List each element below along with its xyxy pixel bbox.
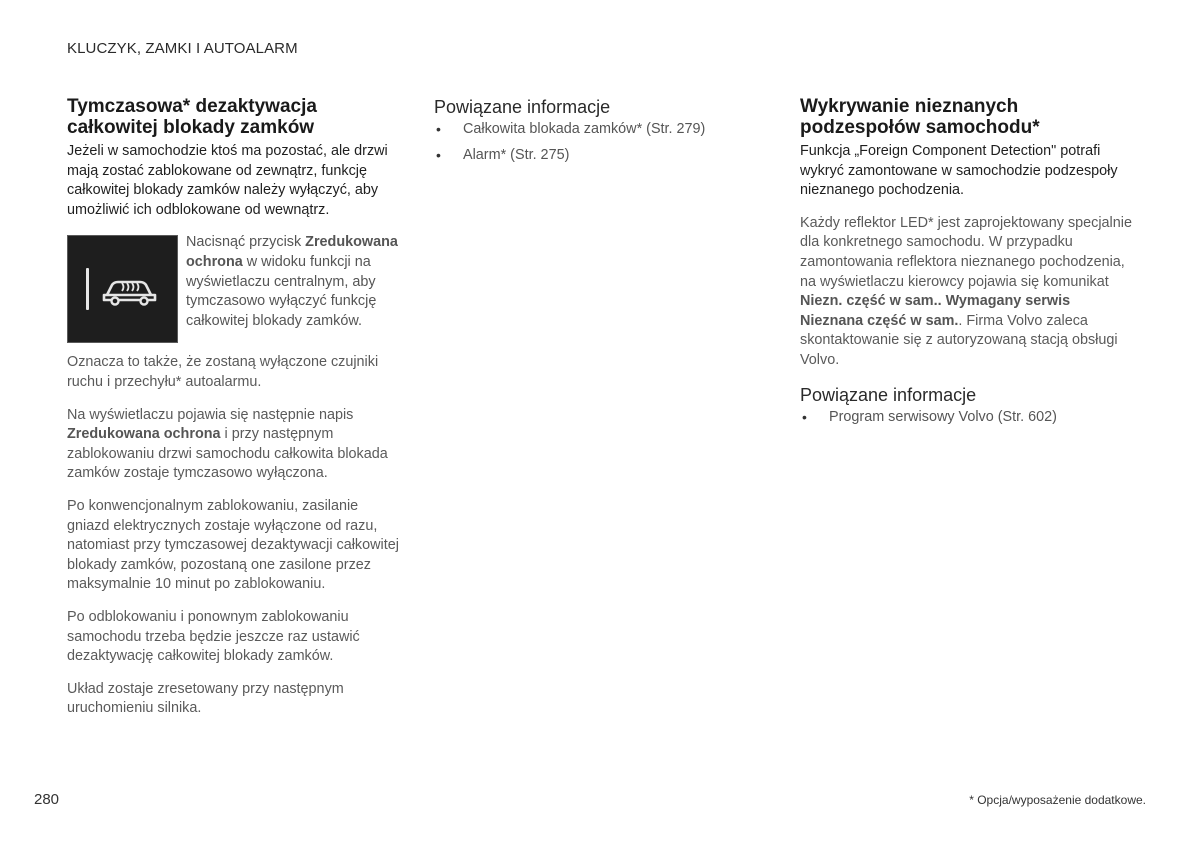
- led-text-before: Każdy reflektor LED* jest zaprojektowany specjalnie dla konkretnego samochodu. W przypadku zamontowania reflektora nieznanego pochodzenia, na wyświetlaczu kierowcy pojawia się komunikat: [800, 214, 1132, 290]
- related-link-alarm[interactable]: • Alarm* (Str. 275): [434, 146, 734, 166]
- column-temporary-deactivation: [67, 96, 402, 732]
- paragraph-display-message: [67, 406, 402, 484]
- paragraph-sensors: Oznacza to także, że zostaną wyłączone czujniki ruchu i przechyłu* autoalarmu.: [67, 354, 379, 390]
- reduced-guard-button-image: [67, 235, 178, 343]
- reduced-guard-figure: [67, 233, 402, 343]
- paragraph-relock: Po odblokowaniu i ponownym zablokowaniu samochodu trzeba będzie jeszcze raz ustawić dezaktywację całkowitej blokady zamków.: [67, 608, 360, 665]
- paragraph-reset: Układ zostaje zresetowany przy następnym uruchomieniu silnika.: [67, 680, 344, 717]
- related-link-service-program[interactable]: • Program serwisowy Volvo (Str. 602): [800, 408, 1135, 428]
- message-unknown-part: Nieznana część w sam.: [800, 312, 959, 329]
- related-links-list: [434, 120, 734, 165]
- indicator-bar: [86, 268, 89, 310]
- section-header: KLUCZYK, ZAMKI I AUTOALARM: [67, 40, 298, 57]
- figure-instruction: [186, 233, 402, 331]
- page-number: 280: [34, 791, 60, 808]
- p2-after: i przy następnym zablokowaniu drzwi samochodu całkowita blokada zamków zostaje tymczasowo wyłączona.: [67, 426, 388, 482]
- led-text-after: . Firma Volvo zaleca skontaktowanie się z autoryzowaną stacją obsługi Volvo.: [800, 312, 1118, 368]
- paragraph-power-sockets: Po konwencjonalnym zablokowaniu, zasilanie gniazd elektrycznych zostaje wyłączone od razu, natomiast przy tymczasowej dezaktywacji całkowitej blokady zamków, pozostaną one zasilone przez maksymalnie 10 minut po zablokowaniu.: [67, 497, 399, 593]
- p2-highlight: Zredukowana ochrona: [67, 426, 221, 443]
- column-foreign-components: [800, 96, 1135, 433]
- column-related-info: [434, 96, 734, 171]
- foreign-intro-paragraph: Funkcja „Foreign Component Detection" potrafi wykryć zamontowane w samochodzie podzespoły nieznanego pochodzenia.: [800, 143, 1118, 199]
- p2-before: Na wyświetlaczu pojawia się następnie napis: [67, 406, 354, 423]
- footnote-optional: * Opcja/wyposażenie dodatkowe.: [969, 793, 1146, 807]
- heading-temporary-deactivation: Tymczasowa* dezaktywacja całkowitej blokady zamków: [67, 96, 317, 138]
- related-info-heading-2: Powiązane informacje: [800, 384, 977, 405]
- heading-foreign-components: Wykrywanie nieznanych podzespołów samochodu*: [800, 96, 1040, 138]
- car-reduced-guard-icon: [101, 273, 159, 307]
- figure-text-after: w widoku funkcji na wyświetlaczu centralnym, aby tymczasowo wyłączyć funkcję całkowitej blokady zamków.: [186, 253, 377, 329]
- intro-paragraph: Jeżeli w samochodzie ktoś ma pozostać, ale drzwi mają zostać zablokowane od zewnątrz, funkcję całkowitej blokady zamków należy wyłączyć, aby umożliwić ich odblokowane od wewnątrz.: [67, 143, 388, 218]
- related-links-list-2: [800, 408, 1135, 428]
- figure-text-before: Nacisnąć przycisk: [186, 234, 306, 251]
- related-info-heading: Powiązane informacje: [434, 97, 611, 117]
- led-paragraph: [800, 214, 1135, 371]
- related-link-full-lock[interactable]: • Całkowita blokada zamków* (Str. 279): [434, 120, 734, 140]
- reduced-guard-label: Zredukowana ochrona: [186, 234, 398, 270]
- message-unknown-part-service: Niezn. część w sam.. Wymagany serwis: [800, 293, 1071, 310]
